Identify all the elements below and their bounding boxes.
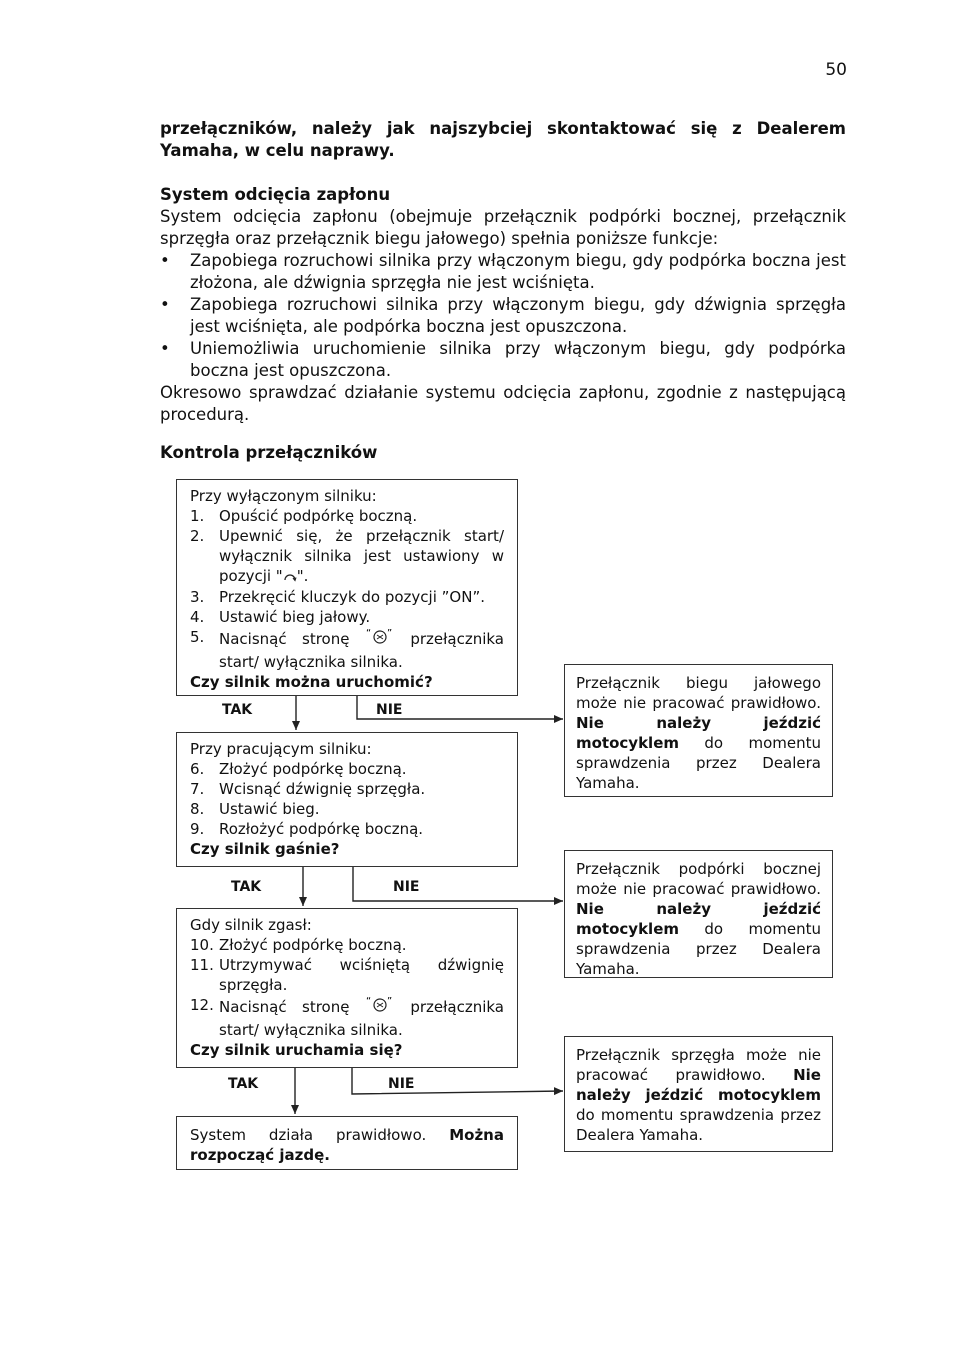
box-title: Przy pracującym silniku: <box>190 740 372 758</box>
list-item: 8. Ustawić bieg. <box>190 800 320 818</box>
list-item: 12. Nacisnąć stronę “ ” przełącznika start/ wyłącznika silnika. <box>190 996 504 1039</box>
list-item: • Zapobiega rozruchowi silnika przy włączonym biegu, gdy podpórka boczna jest złożona, ale dźwignia sprzęgła nie jest wciśnięta. <box>160 250 846 294</box>
page-number: 50 <box>825 60 847 80</box>
yes-label: TAK <box>228 1076 259 1092</box>
box-title: Przy wyłączonym silniku: <box>190 487 377 505</box>
list-item: 3. Przekręcić kluczyk do pozycji ”ON”. <box>190 587 485 606</box>
list-item: 1. Opuścić podpórkę boczną. <box>190 507 418 525</box>
svg-text:”: ” <box>386 996 393 1007</box>
starter-button-icon <box>365 627 395 652</box>
result-box-system-ok: System działa prawidłowo. Można rozpocząć jazdę. <box>176 1116 518 1170</box>
no-label: NIE <box>388 1076 415 1092</box>
svg-text:“: “ <box>365 627 372 639</box>
list-item: 2. Upewnić się, że przełącznik start/ wyłącznik silnika jest ustawiony w pozycji " ". <box>190 527 504 585</box>
list-item: 5. Nacisnąć stronę “ ” przełącznika start/ wyłącznika silnika. <box>190 627 504 671</box>
section-heading-switch-check: Kontrola przełączników <box>160 443 378 462</box>
no-arrow-2 <box>353 867 563 901</box>
no-label: NIE <box>393 879 420 895</box>
box-question: Czy silnik można uruchomić? <box>190 672 433 691</box>
no-label: NIE <box>376 702 403 718</box>
list-item: • Uniemożliwia uruchomienie silnika przy włączonym biegu, gdy podpórka boczna jest opuszczona. <box>160 338 846 382</box>
list-item: 9. Rozłożyć podpórkę boczną. <box>190 820 424 838</box>
yes-label: TAK <box>222 702 253 718</box>
list-item: • Zapobiega rozruchowi silnika przy włączonym biegu, gdy dźwignia sprzęgła jest wciśnięta, ale podpórka boczna jest opuszczona. <box>160 294 846 338</box>
engine-run-icon <box>283 567 297 587</box>
step-box-engine-running <box>176 732 518 867</box>
section-intro: System odcięcia zapłonu (obejmuje przełącznik podpórki bocznej, przełącznik sprzęgła oraz przełącznik biegu jałowego) spełnia poniższe funkcje: <box>160 207 846 248</box>
section-heading: System odcięcia zapłonu <box>160 185 391 204</box>
list-item: 4. Ustawić bieg jałowy. <box>190 607 371 626</box>
step-box-engine-stopped <box>176 908 518 1068</box>
list-item: 11. Utrzymywać wciśniętą dźwignię sprzęgła. <box>190 956 504 994</box>
box-question: Czy silnik uruchamia się? <box>190 1041 403 1059</box>
svg-text:“: “ <box>365 996 372 1007</box>
starter-button-icon <box>365 995 395 1020</box>
result-box-sidestand-switch: Przełącznik podpórki bocznej może nie pracować prawidłowo. Nie należy jeździć motocyklem do momentu sprawdzenia przez Dealera Yamaha. <box>564 850 833 978</box>
svg-text:”: ” <box>386 627 393 639</box>
list-item: 10. Złożyć podpórkę boczną. <box>190 936 407 954</box>
result-box-neutral-switch: Przełącznik biegu jałowego może nie pracować prawidłowo. Nie należy jeździć motocyklem do momentu sprawdzenia przez Dealera Yamaha. <box>564 664 833 797</box>
no-arrow-3 <box>352 1068 563 1094</box>
box-title: Gdy silnik zgasł: <box>190 916 312 934</box>
result-box-clutch-switch: Przełącznik sprzęgła może nie pracować prawidłowo. Nie należy jeździć motocyklem do momentu sprawdzenia przez Dealera Yamaha. <box>564 1036 833 1152</box>
list-item: 6. Złożyć podpórkę boczną. <box>190 760 407 778</box>
intro-paragraph: przełączników, należy jak najszybciej skontaktować się z Dealerem Yamaha, w celu naprawy. <box>160 119 846 160</box>
yes-label: TAK <box>231 879 262 895</box>
step-box-engine-off <box>176 479 518 696</box>
section-closing: Okresowo sprawdzać działanie systemu odcięcia zapłonu, zgodnie z następującą procedurą. <box>160 383 846 424</box>
box-question: Czy silnik gaśnie? <box>190 840 340 858</box>
list-item: 7. Wcisnąć dźwignię sprzęgła. <box>190 780 426 798</box>
